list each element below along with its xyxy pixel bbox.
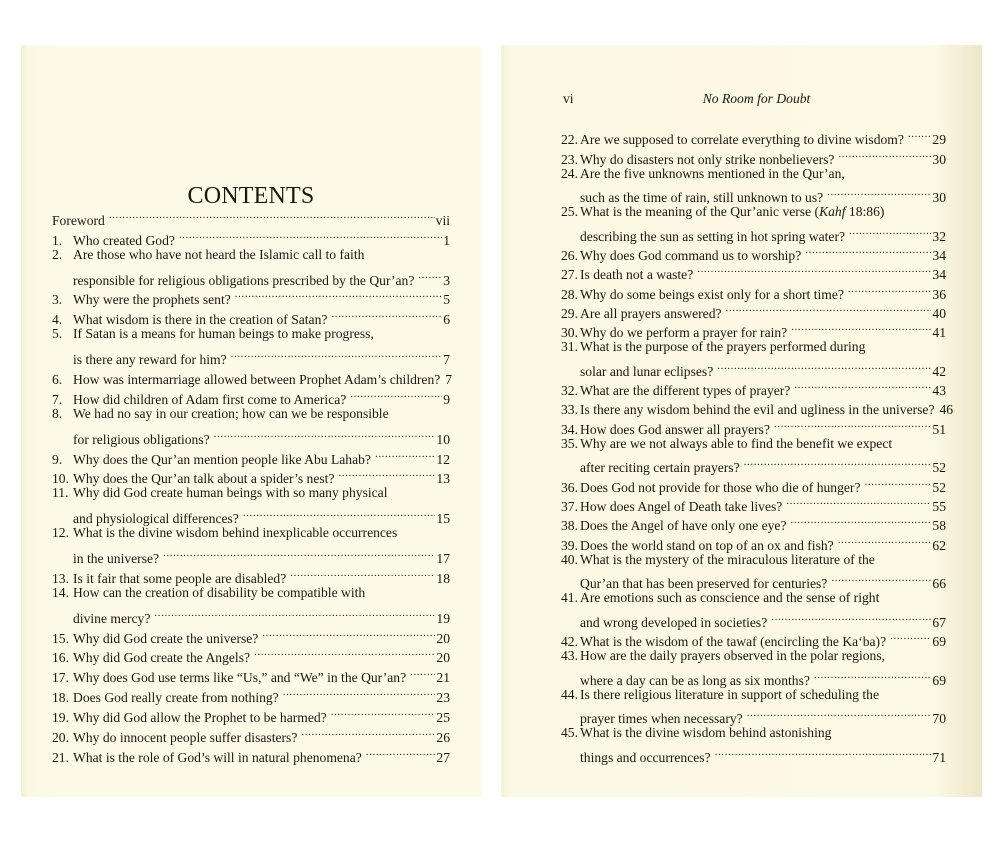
toc-entry-line: [561, 685, 946, 704]
entry-page-number: 25: [436, 710, 450, 726]
entry-title: divine mercy?: [73, 610, 151, 626]
dot-leader: [235, 285, 442, 305]
entry-number: 7.: [52, 391, 63, 407]
entry-title: Does God not provide for those who die of hunger?: [580, 479, 861, 495]
entry-page-number: 52: [932, 460, 946, 476]
entry-title: How can the creation of disability be compatible with: [73, 584, 366, 600]
toc-entry-line: [561, 164, 946, 183]
entry-title: What is the mystery of the miraculous literature of the: [580, 551, 875, 567]
entry-number: 22.: [561, 132, 578, 148]
page-number: vi: [563, 91, 574, 106]
entry-title: What is the role of God’s will in natural phenomena?: [73, 749, 362, 765]
toc-entry-line: [52, 344, 450, 368]
entry-title: Why did God create the universe?: [73, 630, 259, 646]
entry-title: and wrong developed in societies?: [580, 614, 768, 630]
toc-entry-line: [561, 743, 946, 765]
toc-entry-line: [52, 503, 450, 527]
contents-heading: CONTENTS: [187, 183, 315, 210]
entry-title: things and occurrences?: [580, 749, 711, 765]
entry-number: 2.: [52, 246, 63, 262]
entry-page-number: 10: [436, 431, 450, 447]
toc-entry-line: [52, 523, 450, 543]
entry-number: 21.: [52, 749, 69, 765]
entry-title: is there any reward for him?: [73, 352, 227, 368]
entry-page-number: 34: [932, 248, 946, 264]
toc-entry-line: [561, 607, 946, 630]
dot-leader: [262, 623, 435, 643]
dot-leader: [109, 205, 435, 225]
entry-number: 17.: [52, 670, 69, 686]
entry-page-number: 69: [932, 634, 946, 650]
entry-title: Why does the Qur’an mention people like Abu Lahab?: [73, 451, 371, 467]
entry-page-number: 17: [436, 551, 450, 567]
entry-page-number: 66: [932, 576, 946, 592]
entry-title: Why did God create the Angels?: [73, 650, 251, 666]
dot-leader: [774, 414, 932, 433]
entry-title: What is the wisdom of the tawaf (encircling the Ka‘ba)?: [580, 634, 887, 650]
dot-leader: [154, 603, 435, 623]
entry-title: responsible for religious obligations prescribed by the Qur’an?: [73, 272, 415, 288]
entry-title: Why did God create human beings with so many physical: [73, 485, 388, 501]
dot-leader: [865, 472, 932, 491]
entry-title: Why does God command us to worship?: [580, 248, 802, 264]
left-page: [21, 45, 481, 797]
table-of-contents-right: [561, 125, 954, 765]
toc-entry-line: [52, 424, 450, 447]
dot-leader: [301, 722, 435, 742]
entry-title: in the universe?: [73, 551, 160, 567]
entry-number: 41.: [561, 590, 578, 606]
dot-leader: [243, 503, 436, 523]
entry-page-number: 13: [436, 471, 450, 487]
entry-number: 20.: [52, 730, 69, 746]
entry-page-number: 62: [932, 537, 946, 553]
entry-title: What are the different types of prayer?: [580, 383, 791, 399]
entry-page-number: 1: [443, 232, 450, 248]
dot-leader: [786, 492, 931, 511]
dot-leader: [717, 357, 931, 376]
dot-leader: [908, 125, 932, 144]
toc-entry-line: [561, 453, 946, 476]
entry-page-number: 7: [443, 352, 450, 368]
dot-leader: [726, 299, 932, 318]
entry-title: Is death not a waste?: [580, 267, 694, 283]
entry-title: Why do some beings exist only for a short time?: [580, 286, 844, 302]
dot-leader: [410, 662, 435, 682]
entry-number: 43.: [561, 648, 578, 664]
entry-title: Are those who have not heard the Islamic call to faith: [73, 246, 365, 262]
entry-number: 35.: [561, 435, 578, 451]
dot-leader: [338, 464, 435, 484]
entry-number: 1.: [52, 232, 63, 248]
toc-entry-line: [52, 483, 450, 503]
toc-entry-line: [561, 337, 946, 356]
dot-leader: [331, 304, 442, 324]
entry-number: 33.: [561, 402, 578, 418]
italic-title: Kahf: [819, 204, 846, 220]
entry-page-number: 19: [436, 610, 450, 626]
entry-number: 42.: [561, 634, 578, 650]
entry-title: Does the Angel of have only one eye?: [580, 518, 787, 534]
entry-number: 28.: [561, 286, 578, 302]
entry-page-number: 46: [939, 402, 954, 418]
dot-leader: [838, 144, 931, 163]
toc-entry-line: [561, 646, 946, 665]
dot-leader: [848, 279, 932, 298]
table-of-contents-left: [52, 205, 453, 765]
toc-entry-line: [561, 704, 946, 727]
entry-page-number: 15: [436, 511, 450, 527]
dot-leader: [290, 563, 435, 583]
dot-leader: [231, 344, 443, 364]
entry-number: 18.: [52, 690, 69, 706]
dot-leader: [805, 241, 931, 260]
entry-title: Why do we perform a prayer for rain?: [580, 325, 788, 341]
dot-leader: [791, 318, 931, 337]
toc-entry-line: [561, 434, 946, 453]
toc-entry-line: [52, 583, 450, 603]
entry-page-number: 5: [443, 292, 450, 308]
entry-number: 10.: [52, 471, 69, 487]
entry-number: 34.: [561, 421, 578, 437]
toc-entry-line: [52, 404, 450, 424]
entry-page-number: 27: [436, 749, 450, 765]
entry-page-number: 3: [443, 272, 450, 288]
entry-title: Is there religious literature in support of scheduling the: [580, 686, 879, 702]
entry-title: We had no say in our creation; how can we be responsible: [73, 405, 389, 421]
entry-page-number: 23: [436, 690, 450, 706]
entry-page-number: 55: [932, 498, 946, 514]
entry-page-number: 20: [436, 630, 450, 646]
dot-leader: [715, 743, 932, 762]
entry-page-number: 9: [443, 391, 450, 407]
dot-leader: [831, 569, 931, 588]
dot-leader: [179, 225, 442, 245]
entry-number: 38.: [561, 518, 578, 534]
entry-number: 15.: [52, 630, 69, 646]
toc-entry-line: [52, 205, 450, 228]
toc-entry-line: [561, 125, 946, 148]
entry-title: Why does the Qur’an talk about a spider’s nest?: [73, 471, 335, 487]
entry-title: for religious obligations?: [73, 431, 210, 447]
toc-entry-line: [561, 665, 946, 688]
toc-entry-line: [561, 202, 946, 221]
entry-title: Why does God use terms like “Us,” and “We” in the Qur’an?: [73, 670, 407, 686]
entry-title: What is the meaning of the Qur’anic verse (Kahf 18:86): [580, 204, 885, 220]
toc-entry-line: [52, 245, 450, 265]
dot-leader: [790, 511, 931, 530]
dot-leader: [794, 376, 931, 395]
entry-page-number: 58: [932, 518, 946, 534]
entry-number: 14.: [52, 584, 69, 600]
entry-title: If Satan is a means for human beings to make progress,: [73, 326, 374, 342]
entry-page-number: 71: [932, 749, 946, 765]
entry-number: 3.: [52, 292, 63, 308]
right-page: [501, 45, 982, 797]
dot-leader: [366, 742, 436, 762]
entry-page-number: 32: [932, 228, 946, 244]
entry-title: Are emotions such as conscience and the sense of right: [580, 590, 880, 606]
entry-page-number: 30: [932, 190, 946, 206]
entry-page-number: 29: [932, 132, 946, 148]
entry-title: describing the sun as setting in hot spring water?: [580, 228, 846, 244]
running-title: No Room for Doubt: [702, 91, 811, 106]
toc-entry-line: [52, 265, 450, 288]
entry-page-number: 20: [436, 650, 450, 666]
entry-title: solar and lunar eclipses?: [580, 363, 714, 379]
toc-entry-line: [561, 357, 946, 379]
entry-number: 24.: [561, 165, 578, 181]
dot-leader: [814, 665, 932, 684]
entry-title: What is the divine wisdom behind inexplicable occurrences: [73, 525, 398, 541]
dot-leader: [849, 221, 931, 240]
entry-number: 36.: [561, 479, 578, 495]
entry-number: 32.: [561, 383, 578, 399]
entry-page-number: 41: [932, 325, 946, 341]
entry-page-number: 67: [932, 614, 946, 630]
entry-title: Why do disasters not only strike nonbelievers?: [580, 151, 835, 167]
dot-leader: [771, 607, 931, 626]
entry-number: 8.: [52, 405, 63, 421]
entry-number: 13.: [52, 570, 69, 586]
dot-leader: [747, 704, 932, 723]
entry-title: and physiological differences?: [73, 511, 239, 527]
entry-title: Are we supposed to correlate everything to divine wisdom?: [580, 132, 904, 148]
entry-title: Foreword: [52, 212, 105, 228]
entry-number: 44.: [561, 686, 578, 702]
entry-title: What wisdom is there in the creation of Satan?: [73, 312, 328, 328]
dot-leader: [744, 453, 932, 472]
entry-number: 4.: [52, 312, 63, 328]
toc-entry-line: [561, 588, 946, 607]
entry-number: 9.: [52, 451, 63, 467]
dot-leader: [838, 530, 932, 549]
entry-title: How are the daily prayers observed in the polar regions,: [580, 648, 886, 664]
toc-entry-line: [52, 603, 450, 626]
entry-page-number: 12: [436, 451, 450, 467]
entry-title: How was intermarriage allowed between Prophet Adam’s children?: [73, 372, 441, 388]
entry-page-number: 7: [445, 372, 453, 388]
entry-number: 16.: [52, 650, 69, 666]
entry-title: How did children of Adam first come to America?: [73, 391, 347, 407]
entry-title: prayer times when necessary?: [580, 711, 743, 727]
entry-page-number: 52: [932, 479, 946, 495]
toc-entry-line: [561, 183, 946, 206]
toc-entry-line: [561, 569, 946, 592]
entry-number: 26.: [561, 248, 578, 264]
toc-entry-line: [561, 550, 946, 569]
entry-title: Is there any wisdom behind the evil and ugliness in the universe?: [580, 402, 935, 418]
dot-leader: [697, 260, 931, 279]
entry-number: 39.: [561, 537, 578, 553]
entry-page-number: 21: [436, 670, 450, 686]
entry-title: Are the five unknowns mentioned in the Qur’an,: [580, 165, 845, 181]
entry-number: 12.: [52, 525, 69, 541]
dot-leader: [254, 643, 435, 663]
entry-number: 5.: [52, 326, 63, 342]
toc-entry-line: [52, 543, 450, 567]
entry-title: Qur’an that has been preserved for centuries?: [580, 576, 828, 592]
entry-page-number: 40: [932, 305, 946, 321]
entry-title: How does Angel of Death take lives?: [580, 498, 783, 514]
dot-leader: [890, 627, 931, 646]
entry-title: where a day can be as long as six months?: [580, 672, 810, 688]
entry-number: 45.: [561, 725, 578, 741]
entry-page-number: 34: [932, 267, 946, 283]
entry-number: 40.: [561, 551, 578, 567]
entry-page-number: 51: [932, 421, 946, 437]
toc-entry-line: [561, 221, 946, 244]
dot-leader: [283, 682, 436, 702]
entry-title: What is the divine wisdom behind astonishing: [580, 725, 832, 741]
entry-title: Does God really create from nothing?: [73, 690, 279, 706]
entry-page-number: 26: [436, 730, 450, 746]
entry-page-number: 36: [932, 286, 946, 302]
entry-number: 6.: [52, 372, 63, 388]
entry-number: 25.: [561, 204, 578, 220]
dot-leader: [827, 183, 931, 202]
dot-leader: [163, 543, 435, 563]
entry-page-number: 70: [932, 711, 946, 727]
dot-leader: [418, 265, 442, 285]
entry-title: Are all prayers answered?: [580, 305, 722, 321]
entry-number: 30.: [561, 325, 578, 341]
entry-page-number: 43: [932, 383, 946, 399]
entry-page-number: 18: [436, 570, 450, 586]
entry-title: Who created God?: [73, 232, 175, 248]
entry-title: such as the time of rain, still unknown to us?: [580, 190, 824, 206]
toc-entry-line: [52, 324, 450, 344]
entry-title: Why are we not always able to find the benefit we expect: [580, 435, 893, 451]
entry-number: 29.: [561, 305, 578, 321]
dot-leader: [331, 702, 436, 722]
toc-entry-line: [52, 225, 450, 248]
entry-number: 19.: [52, 710, 69, 726]
entry-title: Why do innocent people suffer disasters?: [73, 730, 298, 746]
entry-page-number: 69: [932, 672, 946, 688]
dot-leader: [350, 384, 442, 404]
dot-leader: [375, 444, 435, 464]
entry-title: Is it fair that some people are disabled?: [73, 570, 287, 586]
dot-leader: [214, 424, 436, 444]
entry-title: after reciting certain prayers?: [580, 460, 740, 476]
entry-title: Why were the prophets sent?: [73, 292, 231, 308]
entry-page-number: 42: [932, 363, 946, 379]
entry-title: Does the world stand on top of an ox and fish?: [580, 537, 834, 553]
entry-page-number: 6: [443, 312, 450, 328]
entry-page-number: 30: [932, 151, 946, 167]
entry-number: 31.: [561, 339, 578, 355]
entry-number: 37.: [561, 498, 578, 514]
entry-number: 23.: [561, 151, 578, 167]
entry-title: How does God answer all prayers?: [580, 421, 770, 437]
toc-entry-line: [561, 723, 946, 742]
entry-title: What is the purpose of the prayers performed during: [580, 339, 866, 355]
entry-number: 27.: [561, 267, 578, 283]
entry-number: 11.: [52, 485, 69, 501]
entry-page-number: vii: [435, 212, 450, 228]
entry-title: Why did God allow the Prophet to be harmed?: [73, 710, 327, 726]
